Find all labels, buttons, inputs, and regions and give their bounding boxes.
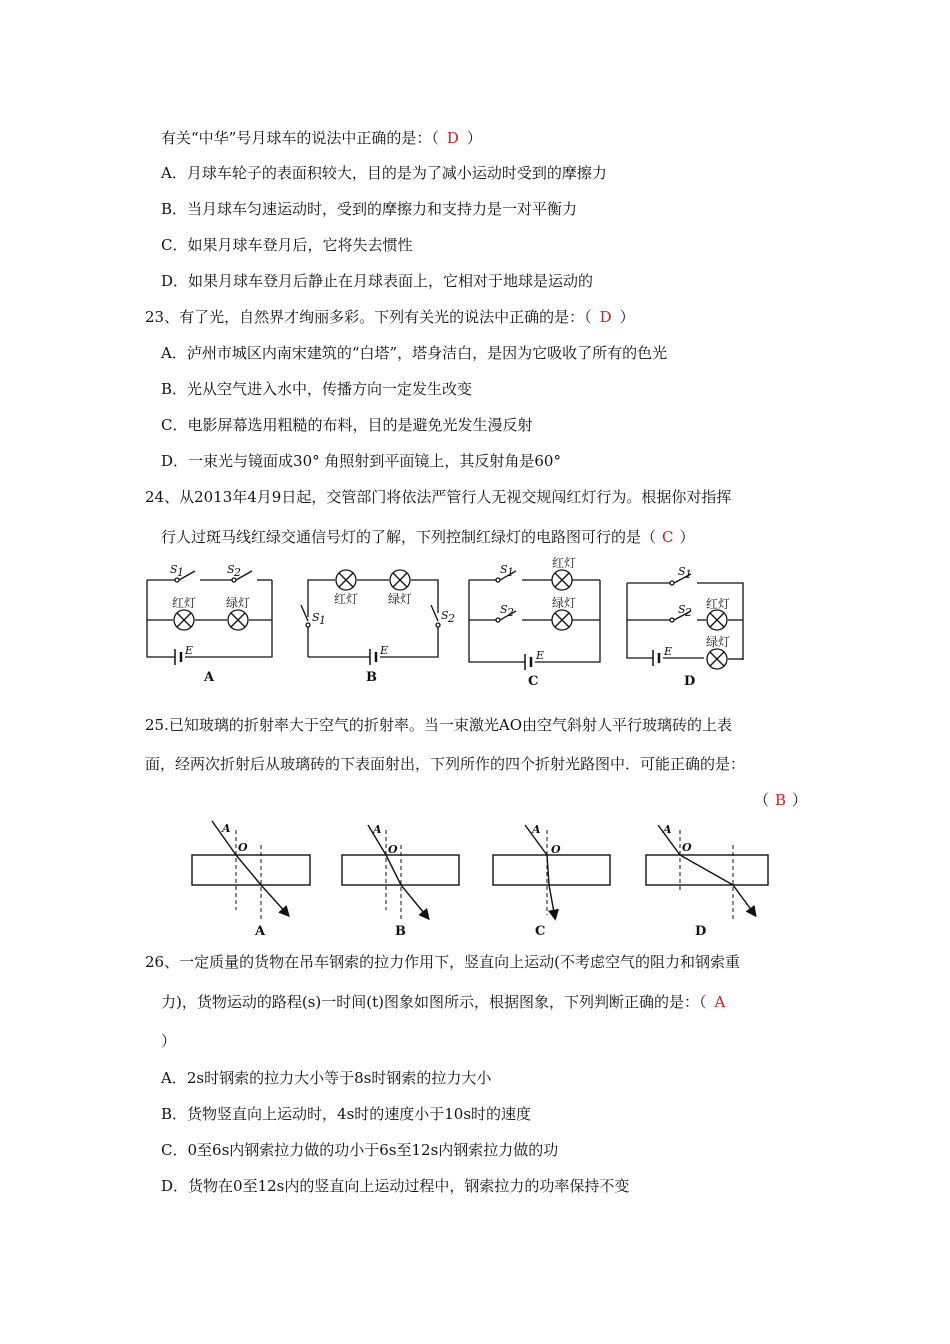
q26-answer: A bbox=[714, 993, 726, 1011]
q23-option-d: D．一束光与镜面成30° 角照射到平面镜上，其反射角是60° bbox=[161, 452, 561, 470]
q23-option-c: C．电影屏幕选用粗糙的布料，目的是避免光发生漫反射 bbox=[161, 416, 533, 434]
battery-label-c: E bbox=[536, 649, 545, 662]
q26-stem-text: 力)，货物运动的路程(s)一时间(t)图象如图所示，根据图象，下列判断正确的是：（ bbox=[161, 993, 707, 1011]
green-lamp-label-b: 绿灯 bbox=[388, 592, 413, 606]
green-lamp-label-a: 绿灯 bbox=[226, 596, 251, 610]
q24-stem-line2 bbox=[161, 527, 695, 547]
caption-b: B bbox=[395, 924, 406, 939]
point-a-label-b: A bbox=[373, 823, 382, 836]
red-lamp-label-a: 红灯 bbox=[172, 596, 197, 610]
switch2-label-d: S bbox=[678, 603, 686, 616]
q25-answer-line bbox=[754, 790, 807, 810]
red-lamp-label-d: 红灯 bbox=[706, 597, 731, 611]
q22-option-a: A．月球车轮子的表面积较大，目的是为了减小运动时受到的摩擦力 bbox=[161, 164, 607, 182]
q22-stem-text: 有关“中华”号月球车的说法中正确的是：（ bbox=[161, 129, 439, 147]
q23-option-a: A．泸州市城区内南宋建筑的“白塔”，塔身洁白，是因为它吸收了所有的色光 bbox=[161, 344, 668, 362]
switch2-sub-c: 2 bbox=[507, 606, 514, 619]
refraction-d bbox=[646, 823, 768, 939]
green-lamp-label-c: 绿灯 bbox=[552, 596, 577, 610]
q26-option-c: C．0至6s内钢索拉力做的功小于6s至12s内钢索拉力做的功 bbox=[161, 1141, 559, 1159]
switch1-sub-c: 1 bbox=[507, 566, 514, 579]
caption-a: A bbox=[255, 924, 266, 939]
point-a-label-c: A bbox=[532, 823, 541, 836]
red-lamp-label-c: 红灯 bbox=[552, 556, 577, 570]
q25-answer: B bbox=[775, 791, 787, 809]
q22-option-c: C．如果月球车登月后，它将失去惯性 bbox=[161, 236, 413, 254]
circuit-b bbox=[301, 570, 455, 685]
switch1-label-c: S bbox=[500, 563, 508, 576]
q26-stem-line1: 26、一定质量的货物在吊车钢索的拉力作用下，竖直向上运动(不考虑空气的阻力和钢索重 bbox=[145, 953, 740, 971]
battery-label-b: E bbox=[380, 644, 389, 657]
q26-stem-line2 bbox=[161, 992, 725, 1012]
switch2-label-b: S bbox=[441, 609, 449, 622]
switch1-label-d: S bbox=[678, 565, 686, 578]
circuit-diagrams bbox=[140, 555, 780, 690]
caption-c: C bbox=[535, 924, 546, 939]
switch2-label-a: S bbox=[227, 563, 235, 576]
q26-stem-line3: ） bbox=[161, 1032, 177, 1050]
caption-a: A bbox=[204, 670, 215, 685]
green-lamp-label-d: 绿灯 bbox=[706, 635, 731, 649]
q24-stem-close: ） bbox=[679, 528, 695, 546]
q22-stem-close: ） bbox=[466, 129, 482, 147]
point-a-label-d: A bbox=[663, 823, 672, 836]
q23-stem bbox=[145, 307, 635, 327]
switch1-label-a: S bbox=[170, 563, 178, 576]
q22-option-b: B．当月球车匀速运动时，受到的摩擦力和支持力是一对平衡力 bbox=[161, 200, 578, 218]
refraction-b bbox=[342, 823, 459, 939]
circuit-a bbox=[147, 563, 272, 685]
battery-label-d: E bbox=[664, 645, 673, 658]
point-a-label-a: A bbox=[222, 822, 231, 835]
q24-stem-line1: 24、从2013年4月9日起，交管部门将依法严管行人无视交规闯红灯行为。根据你对指挥 bbox=[145, 488, 732, 506]
q22-stem bbox=[161, 128, 482, 148]
point-o-label-c: O bbox=[551, 843, 561, 856]
refraction-c bbox=[493, 823, 610, 939]
q23-stem-text: 23、有了光，自然界才绚丽多彩。下列有关光的说法中正确的是：（ bbox=[145, 308, 592, 326]
q25-answer-open: （ bbox=[754, 791, 770, 809]
switch1-sub-d: 1 bbox=[685, 568, 692, 581]
q23-answer: D bbox=[599, 308, 612, 326]
point-o-label-a: O bbox=[238, 841, 248, 854]
q23-stem-close: ） bbox=[619, 308, 635, 326]
caption-d: D bbox=[695, 924, 707, 939]
refraction-a bbox=[192, 821, 310, 939]
q25-stem-line2: 面，经两次折射后从玻璃砖的下表面射出，下列所作的四个折射光路图中．可能正确的是： bbox=[145, 755, 746, 773]
q26-option-d: D．货物在0至12s内的竖直向上运动过程中，钢索拉力的功率保持不变 bbox=[161, 1177, 630, 1195]
q24-stem-text: 行人过斑马线红绿交通信号灯的了解，下列控制红绿灯的电路图可行的是（ bbox=[161, 528, 657, 546]
battery-label-a: E bbox=[185, 644, 194, 657]
point-o-label-d: O bbox=[682, 841, 692, 854]
caption-b: B bbox=[366, 670, 377, 685]
switch1-sub-a: 1 bbox=[177, 566, 184, 579]
circuit-c bbox=[469, 555, 600, 689]
refraction-diagrams bbox=[180, 815, 780, 940]
switch2-sub-a: 2 bbox=[234, 566, 241, 579]
caption-c: C bbox=[528, 674, 539, 689]
point-o-label-b: O bbox=[388, 843, 398, 856]
q23-option-b: B．光从空气进入水中，传播方向一定发生改变 bbox=[161, 380, 473, 398]
red-lamp-label-b: 红灯 bbox=[334, 592, 359, 606]
q24-answer: C bbox=[662, 528, 674, 546]
circuit-d bbox=[627, 565, 743, 689]
switch1-sub-b: 1 bbox=[319, 614, 326, 627]
switch2-label-c: S bbox=[500, 603, 508, 616]
switch2-sub-d: 2 bbox=[685, 606, 692, 619]
q25-stem-line1: 25.已知玻璃的折射率大于空气的折射率。当一束激光AO由空气斜射人平行玻璃砖的上表 bbox=[145, 716, 732, 734]
switch2-sub-b: 2 bbox=[448, 612, 455, 625]
switch1-label-b: S bbox=[312, 611, 320, 624]
q25-answer-close: ） bbox=[792, 791, 808, 809]
caption-d: D bbox=[684, 674, 696, 689]
q22-option-d: D．如果月球车登月后静止在月球表面上，它相对于地球是运动的 bbox=[161, 272, 594, 290]
q26-option-b: B．货物竖直向上运动时，4s时的速度小于10s时的速度 bbox=[161, 1105, 532, 1123]
q22-answer: D bbox=[446, 129, 459, 147]
q26-option-a: A．2s时钢索的拉力大小等于8s时钢索的拉力大小 bbox=[161, 1069, 492, 1087]
